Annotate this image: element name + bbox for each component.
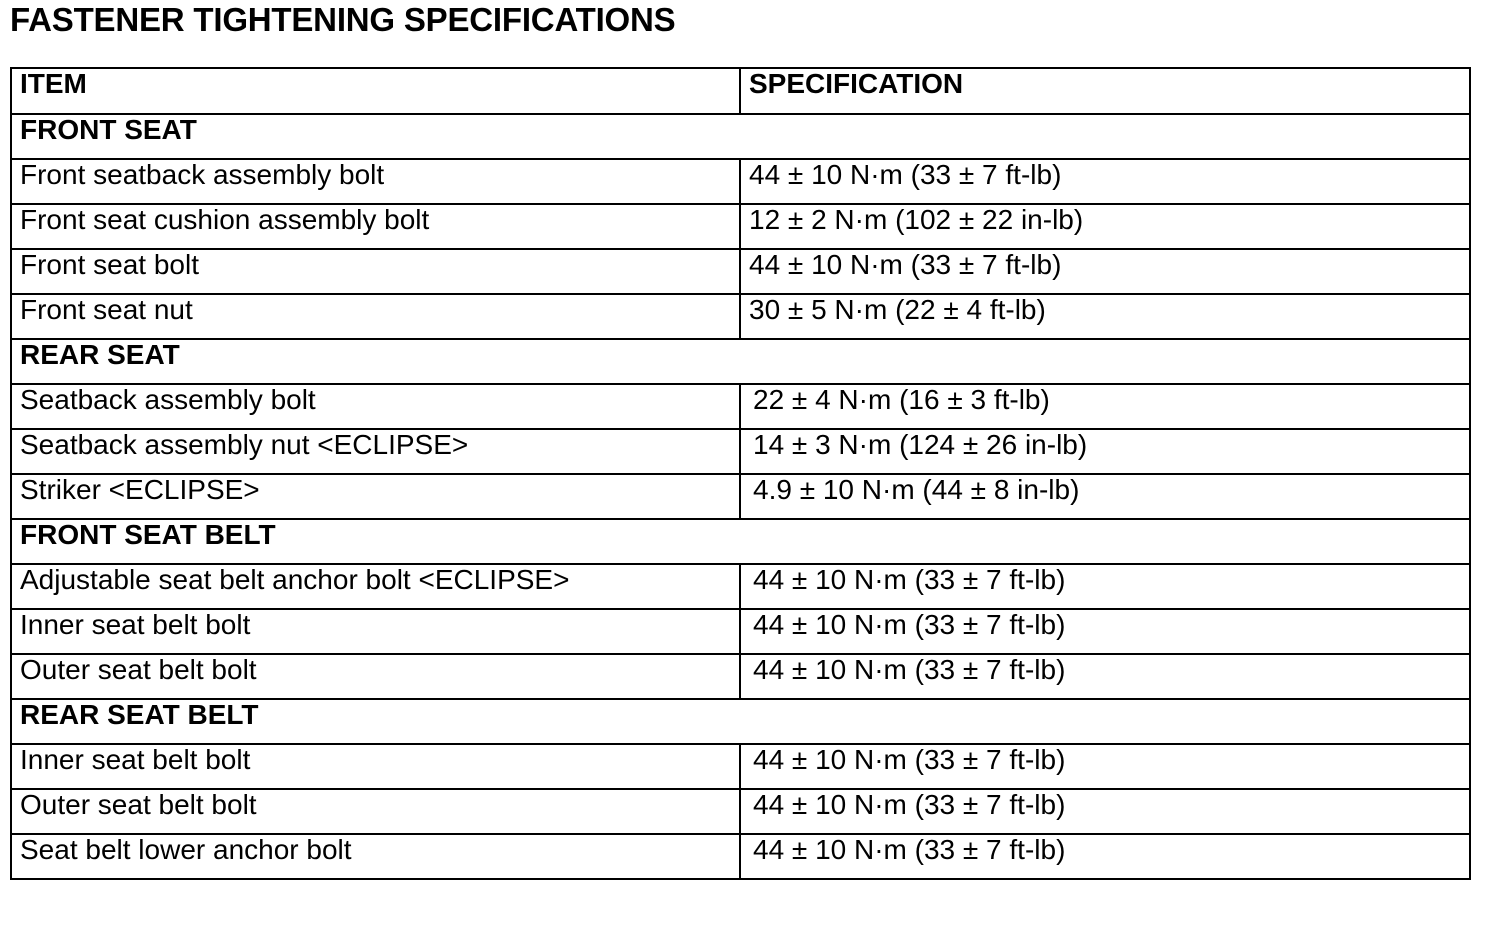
table-row <box>11 159 1470 204</box>
table-row <box>11 384 1470 429</box>
spec-cell: 44 ± 10 N·m (33 ± 7 ft-lb) <box>740 834 1470 879</box>
item-cell: Front seat nut <box>11 294 740 339</box>
spec-cell: 44 ± 10 N·m (33 ± 7 ft-lb) <box>740 654 1470 699</box>
spec-cell: 44 ± 10 N·m (33 ± 7 ft-lb) <box>740 564 1470 609</box>
table-header-row <box>11 68 1470 114</box>
spec-cell: 14 ± 3 N·m (124 ± 26 in-lb) <box>740 429 1470 474</box>
spec-cell: 44 ± 10 N·m (33 ± 7 ft-lb) <box>740 609 1470 654</box>
table-row <box>11 834 1470 879</box>
section-row-front-seat-belt <box>11 519 1470 564</box>
item-cell: Inner seat belt bolt <box>11 744 740 789</box>
item-cell: Front seatback assembly bolt <box>11 159 740 204</box>
item-cell: Front seat cushion assembly bolt <box>11 204 740 249</box>
section-title: REAR SEAT BELT <box>11 699 1470 744</box>
section-title: REAR SEAT <box>11 339 1470 384</box>
item-cell: Adjustable seat belt anchor bolt <ECLIPSE> <box>11 564 740 609</box>
item-cell: Seat belt lower anchor bolt <box>11 834 740 879</box>
table-row <box>11 654 1470 699</box>
section-title: FRONT SEAT BELT <box>11 519 1470 564</box>
page-title: FASTENER TIGHTENING SPECIFICATIONS <box>10 1 676 38</box>
item-cell: Seatback assembly bolt <box>11 384 740 429</box>
table-row <box>11 744 1470 789</box>
table-row <box>11 609 1470 654</box>
item-cell: Seatback assembly nut <ECLIPSE> <box>11 429 740 474</box>
table-row <box>11 474 1470 519</box>
spec-cell: 12 ± 2 N·m (102 ± 22 in-lb) <box>740 204 1470 249</box>
spec-cell: 44 ± 10 N·m (33 ± 7 ft-lb) <box>740 789 1470 834</box>
table-row <box>11 294 1470 339</box>
table-row <box>11 429 1470 474</box>
item-cell: Front seat bolt <box>11 249 740 294</box>
spec-cell: 44 ± 10 N·m (33 ± 7 ft-lb) <box>740 744 1470 789</box>
column-header-specification: SPECIFICATION <box>740 68 1470 114</box>
spec-cell: 44 ± 10 N·m (33 ± 7 ft-lb) <box>740 159 1470 204</box>
table-row <box>11 789 1470 834</box>
item-cell: Striker <ECLIPSE> <box>11 474 740 519</box>
column-header-item: ITEM <box>11 68 740 114</box>
fastener-spec-table <box>10 67 1471 880</box>
section-row-rear-seat-belt <box>11 699 1470 744</box>
section-title: FRONT SEAT <box>11 114 1470 159</box>
item-cell: Outer seat belt bolt <box>11 654 740 699</box>
section-row-front-seat <box>11 114 1470 159</box>
table-row <box>11 249 1470 294</box>
section-row-rear-seat <box>11 339 1470 384</box>
spec-cell: 4.9 ± 10 N·m (44 ± 8 in-lb) <box>740 474 1470 519</box>
spec-cell: 44 ± 10 N·m (33 ± 7 ft-lb) <box>740 249 1470 294</box>
table-row <box>11 564 1470 609</box>
item-cell: Inner seat belt bolt <box>11 609 740 654</box>
item-cell: Outer seat belt bolt <box>11 789 740 834</box>
spec-cell: 22 ± 4 N·m (16 ± 3 ft-lb) <box>740 384 1470 429</box>
table-row <box>11 204 1470 249</box>
spec-cell: 30 ± 5 N·m (22 ± 4 ft-lb) <box>740 294 1470 339</box>
